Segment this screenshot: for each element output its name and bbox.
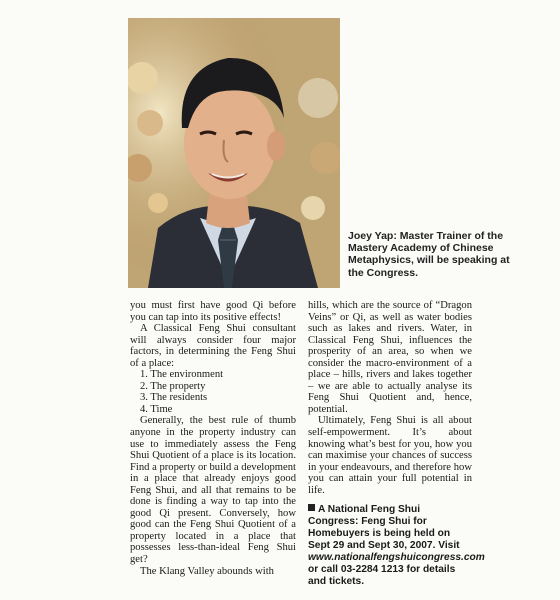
list-item: 1. The environment — [140, 369, 224, 381]
list-item: 4. Time — [140, 403, 173, 415]
promo-text-b: or call 03-2284 1213 for details and tickets. — [308, 564, 456, 588]
list-item: 2. The property — [140, 380, 206, 392]
photo-caption — [348, 230, 518, 279]
bullet-square-icon — [308, 504, 315, 511]
left-paragraph-1: you must first have good Qi before you can tap into its positive effects! — [130, 300, 296, 323]
left-paragraph-4: The Klang Valley abounds with — [140, 565, 274, 577]
caption-text: Master Trainer of the Mastery Academy of Chinese Metaphysics, will be speaking at the Congress. — [348, 230, 510, 279]
left-paragraph-2: A Classical Feng Shui consultant will always consider four major factors, in determining the Feng Shui of a place: — [130, 323, 296, 369]
promo-text-a: A National Feng Shui Congress: Feng Shui for Homebuyers is being held on Sept 29 and Sept 30, 2007. Visit — [308, 504, 460, 552]
right-paragraph-1: hills, which are the source of “Dragon Veins” or Qi, as well as water bodies such as lakes and rivers. Water, in Classical Feng Shui, influences the prosperity of an area, so when we consider the macro-environment of a place – hills, rivers and lakes together – we are able to actually analyse its Feng Shui Quotient and, hence, potential. — [308, 300, 472, 415]
right-column — [308, 300, 485, 588]
caption-name: Joey Yap: — [348, 230, 397, 242]
event-promo — [308, 504, 485, 588]
left-column — [130, 300, 296, 577]
portrait-photo — [128, 18, 340, 288]
right-paragraph-2: Ultimately, Feng Shui is all about self-empowerment. It’s about knowing what’s best for you, how you can maximise your chances of success in your endeavours, and therefore how you can attain your full potential in life. — [308, 415, 472, 496]
list-item: 3. The residents — [140, 392, 208, 404]
portrait-illustration — [128, 18, 340, 288]
left-paragraph-3: Generally, the best rule of thumb anyone in the property industry can use to immediately assess the Feng Shui Quotient of a place is its location. Find a property or build a development in a place that already enjoys good Feng Shui, and all that remains to be done is finding a way to tap into the good Qi present. Conversely, how good can the Feng Shui Quotient of a property located in a place that possesses less-than-ideal Feng Shui get? — [130, 415, 296, 566]
factor-list — [130, 369, 296, 415]
promo-website: www.nationalfengshuicongress.com — [308, 552, 485, 564]
